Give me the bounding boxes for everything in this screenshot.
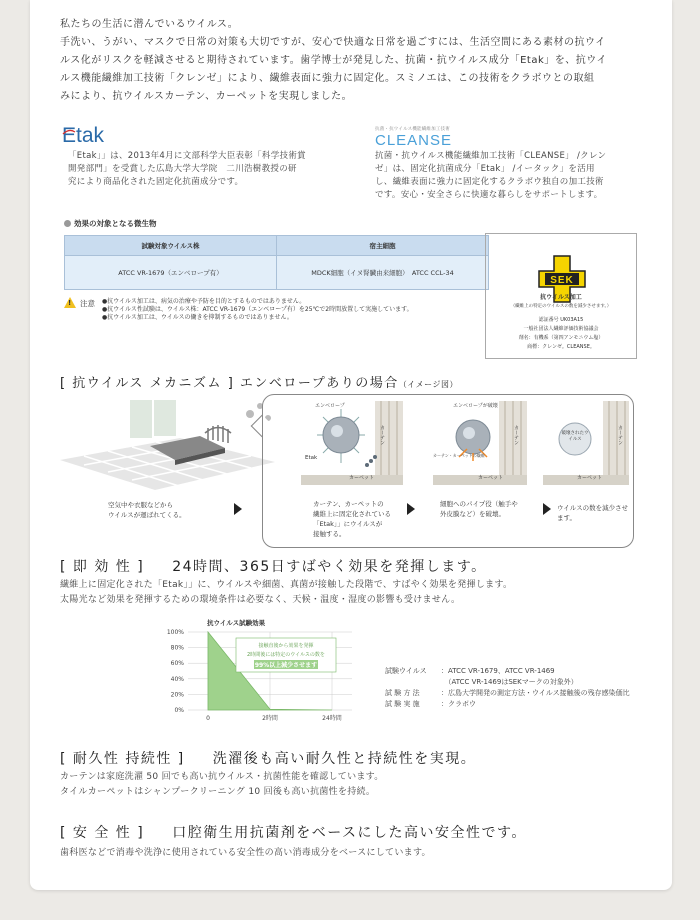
step-line: 繊維上に固定化されている	[313, 510, 391, 518]
step-line: 「Etak」」にウイルスが	[313, 520, 383, 528]
sek-line: 剤名：有機系（第四アンモニウム塩）	[518, 335, 604, 341]
intro-line: ルス機能繊維加工技術「クレンゼ」により、繊維表面に強力に固定化。スミノエは、この技術をクラボウとの取組	[60, 73, 595, 84]
chart-y-tick-label: 80%	[170, 644, 184, 652]
sek-logo-text: SEK	[550, 275, 574, 286]
safety-subtitle: 口腔衛生用抗菌剤をベースにした高い安全性です。	[172, 825, 527, 841]
mechanism-title-text: [ 抗ウイルス メカニズム ] エンベロープありの場合	[60, 376, 399, 391]
test-info-key: 試 験 実 施	[385, 700, 420, 708]
test-info-row	[385, 677, 630, 688]
curtain-label: カーテン	[617, 425, 623, 445]
chart-title: 抗ウイルス試験効果	[207, 619, 266, 627]
cleanse-line: ゼ」は、固定化抗菌成分「Etak」 /イータック」を活用	[375, 164, 595, 174]
warning-label: 注意	[80, 299, 95, 308]
curtain-label: カーテン	[513, 425, 519, 445]
table-cell: MDCK細胞（イヌ腎臓由来細胞） ATCC CCL-34	[277, 256, 489, 290]
target-title-text: 効果の対象となる微生物	[74, 219, 157, 228]
step-line: カーテン、カーペットの	[313, 500, 384, 508]
curtain-label: カーテン	[379, 425, 385, 445]
intro-line: ルス化がリスクを軽減させると期待されています。歯学博士が発見した、抗菌・抗ウイルス成分「Etak」を、抗ウイ	[60, 55, 607, 66]
test-info-key: 試 験 方 法	[385, 689, 420, 697]
test-info-row	[385, 699, 630, 710]
effect-chart	[130, 612, 360, 727]
durability-line: タイルカーペットはシャンプークリーニング 10 回後も高い抗菌性を持続。	[60, 787, 376, 797]
page-card	[30, 0, 672, 890]
carpet-label: カーペット	[349, 475, 375, 481]
warning-exclamation-icon: !	[68, 299, 72, 307]
carpet-label: カーペット	[577, 475, 603, 481]
test-info-value: ：クラボウ	[441, 700, 476, 708]
sek-details	[486, 316, 636, 352]
sek-line: 商標：クレンゼ。CLEANSE。	[527, 344, 595, 350]
arrow-right-icon	[543, 503, 551, 515]
sek-title: 抗ウイルス加工	[540, 294, 582, 301]
target-title	[64, 218, 157, 229]
test-info	[385, 666, 630, 710]
warning-line: ●抗ウイルス加工は、ウイルスの働きを抑制するものではありません。	[102, 314, 293, 321]
chart-y-ticks	[167, 629, 184, 714]
safety-description	[60, 846, 431, 861]
step-line: 細胞へのパイプ役（触手や	[440, 500, 518, 508]
arrow-right-icon	[407, 503, 415, 515]
etak-logo: Etak	[62, 124, 105, 147]
room-caption	[108, 500, 186, 520]
chart-x-ticks	[206, 714, 342, 722]
etak-description	[68, 150, 338, 189]
durability-section-title	[60, 748, 476, 768]
mechanism-title-note: （イメージ図）	[398, 380, 459, 389]
sek-line: 認証番号 UK03A15	[538, 317, 584, 323]
sek-subtitle: （繊維上の特定のウイルスの数を減少させます。）	[510, 304, 612, 309]
cleanse-line: 抗菌・抗ウイルス機能繊維加工技術「CLEANSE」 /クレン	[375, 151, 607, 161]
test-info-value: ：ATCC VR-1679、ATCC VR-1469	[441, 667, 555, 675]
test-info-value: （ATCC VR-1469はSEKマークの対象外）	[441, 678, 578, 686]
chart-x-tick-label: 2時間	[262, 715, 278, 722]
cleanse-line: です。安心・安全さらに快適な暮らしをサポートします。	[375, 190, 603, 200]
chart-y-tick-label: 100%	[166, 629, 184, 636]
test-info-value: ：広島大学開発の測定方法・ウイルス接触後の残存感染価比	[441, 689, 630, 697]
table-header: 宿主細胞	[277, 236, 489, 256]
chart-y-tick-label: 0%	[174, 707, 184, 714]
reduced-virus-label: 破壊されたウイルス	[561, 431, 589, 442]
carpet-label: カーペット	[478, 475, 504, 481]
step-line: 接触する。	[313, 530, 346, 538]
etak-line: 究により商品化された固定化抗菌成分です。	[68, 177, 244, 187]
chart-y-tick-label: 60%	[170, 660, 184, 668]
cleanse-description	[375, 150, 640, 202]
intro-line: みにより、抗ウイルスカーテン、カーペットを実現しました。	[60, 91, 353, 102]
etak-line: 「Etak」」は、2013年4月に文部科学大臣表彰「科学技術賞	[68, 151, 306, 161]
warning-line: ●抗ウイルス加工は、病気の治療や予防を目的とするものではありません。	[102, 298, 306, 305]
safety-section-title	[60, 822, 527, 842]
room-caption-line: ウイルスが運ばれてくる。	[108, 511, 186, 519]
chart-x-tick-label: 24時間	[322, 715, 342, 722]
intro-text	[60, 16, 650, 106]
sek-line: 一般社団法人繊維評価技術協議会	[523, 326, 599, 332]
immediate-subtitle: 24時間、365日すばやく効果を発揮します。	[172, 559, 487, 575]
chart-annotation-line: 99%以上減少させます	[254, 662, 318, 669]
sek-certification-box	[485, 233, 637, 359]
chart-x-tick-label: 0	[206, 715, 210, 722]
safety-line: 歯科医などで消毒や洗浄に使用されている安全性の高い消毒成分をベースにしています。	[60, 848, 431, 858]
cleanse-line: し、繊維表面に強力に固定化するクラボウ独自の加工技術	[375, 177, 604, 187]
etak-line: 開発部門」を受賞した広島大学大学院 二川浩樹教授の研	[68, 164, 297, 174]
bullet-icon	[64, 220, 71, 227]
chart-annotation-line: 2時間後には特定のウイルスの数を	[247, 652, 325, 658]
table-row	[65, 256, 489, 290]
warning-notes	[102, 298, 502, 322]
mechanism-title	[60, 372, 458, 391]
immediate-line: 太陽光など効果を発揮するための環境条件は必要なく、天候・温度・湿度の影響も受けません。	[60, 595, 461, 605]
immediate-section-title	[60, 556, 487, 576]
chart-annotation	[236, 638, 336, 672]
step-line: 外皮膜など）を破壊。	[440, 510, 505, 518]
immediate-description	[60, 578, 512, 608]
test-info-key: 試験ウイルス	[385, 667, 427, 675]
durability-line: カーテンは家庭洗濯 50 回でも高い抗ウイルス・抗菌性能を確認しています。	[60, 772, 384, 782]
durability-subtitle: 洗濯後も高い耐久性と持続性を実現。	[212, 751, 477, 767]
step-caption-1	[313, 499, 391, 539]
immediate-title: [ 即 効 性 ]	[60, 559, 145, 575]
test-info-row	[385, 666, 630, 677]
arrow-right-icon	[234, 503, 242, 515]
virus-table	[64, 235, 489, 290]
safety-title: [ 安 全 性 ]	[60, 825, 145, 841]
chart-annotation-line: 接触直後から効果を発揮	[258, 643, 314, 649]
spike-label: カーテン・カーペットの繊維	[433, 453, 485, 458]
table-header: 試験対象ウイルス株	[65, 236, 277, 256]
etak-label: Etak	[305, 455, 318, 461]
chart-y-tick-label: 40%	[170, 675, 184, 683]
durability-title: [ 耐久性 持続性 ]	[60, 751, 185, 767]
step-caption-2	[440, 499, 518, 519]
warning-line: ●抗ウイルス性試験は、ウイルス株：ATCC VR-1679（エンベロープ有）を25℃で2時間放置して実施しています。	[102, 306, 413, 313]
intro-line: 私たちの生活に潜んでいるウイルス。	[60, 19, 239, 30]
step-caption-3: ウイルスの数を減少させます。	[557, 504, 629, 522]
test-info-row	[385, 688, 630, 699]
immediate-line: 繊維上に固定化された「Etak」」に、ウイルスや細菌、真菌が接触した段階で、すばやく効果を発揮します。	[60, 580, 513, 590]
cleanse-logo: CLEANSE	[375, 132, 453, 149]
durability-description	[60, 770, 384, 800]
mechanism-panel	[262, 394, 634, 548]
etak-swoosh-icon	[62, 129, 76, 135]
room-caption-line: 空気中や衣服などから	[108, 501, 173, 509]
envelope-label: エンベロープ	[315, 403, 345, 409]
cleanse-tagline: 抗菌・抗ウイルス機能繊維加工技術	[375, 127, 450, 132]
table-header-row	[65, 236, 489, 256]
table-cell: ATCC VR-1679（エンベロープ有）	[65, 256, 277, 290]
envelope-broken-label: エンベロープが破壊	[453, 403, 498, 409]
intro-line: 手洗い、うがい、マスクで日常の対策も大切ですが、安心で快適な日常を過ごすには、生活空間にある素材の抗ウイ	[60, 37, 606, 48]
room-illustration	[60, 400, 275, 490]
chart-y-tick-label: 20%	[170, 691, 184, 699]
test-info-key	[385, 677, 441, 688]
